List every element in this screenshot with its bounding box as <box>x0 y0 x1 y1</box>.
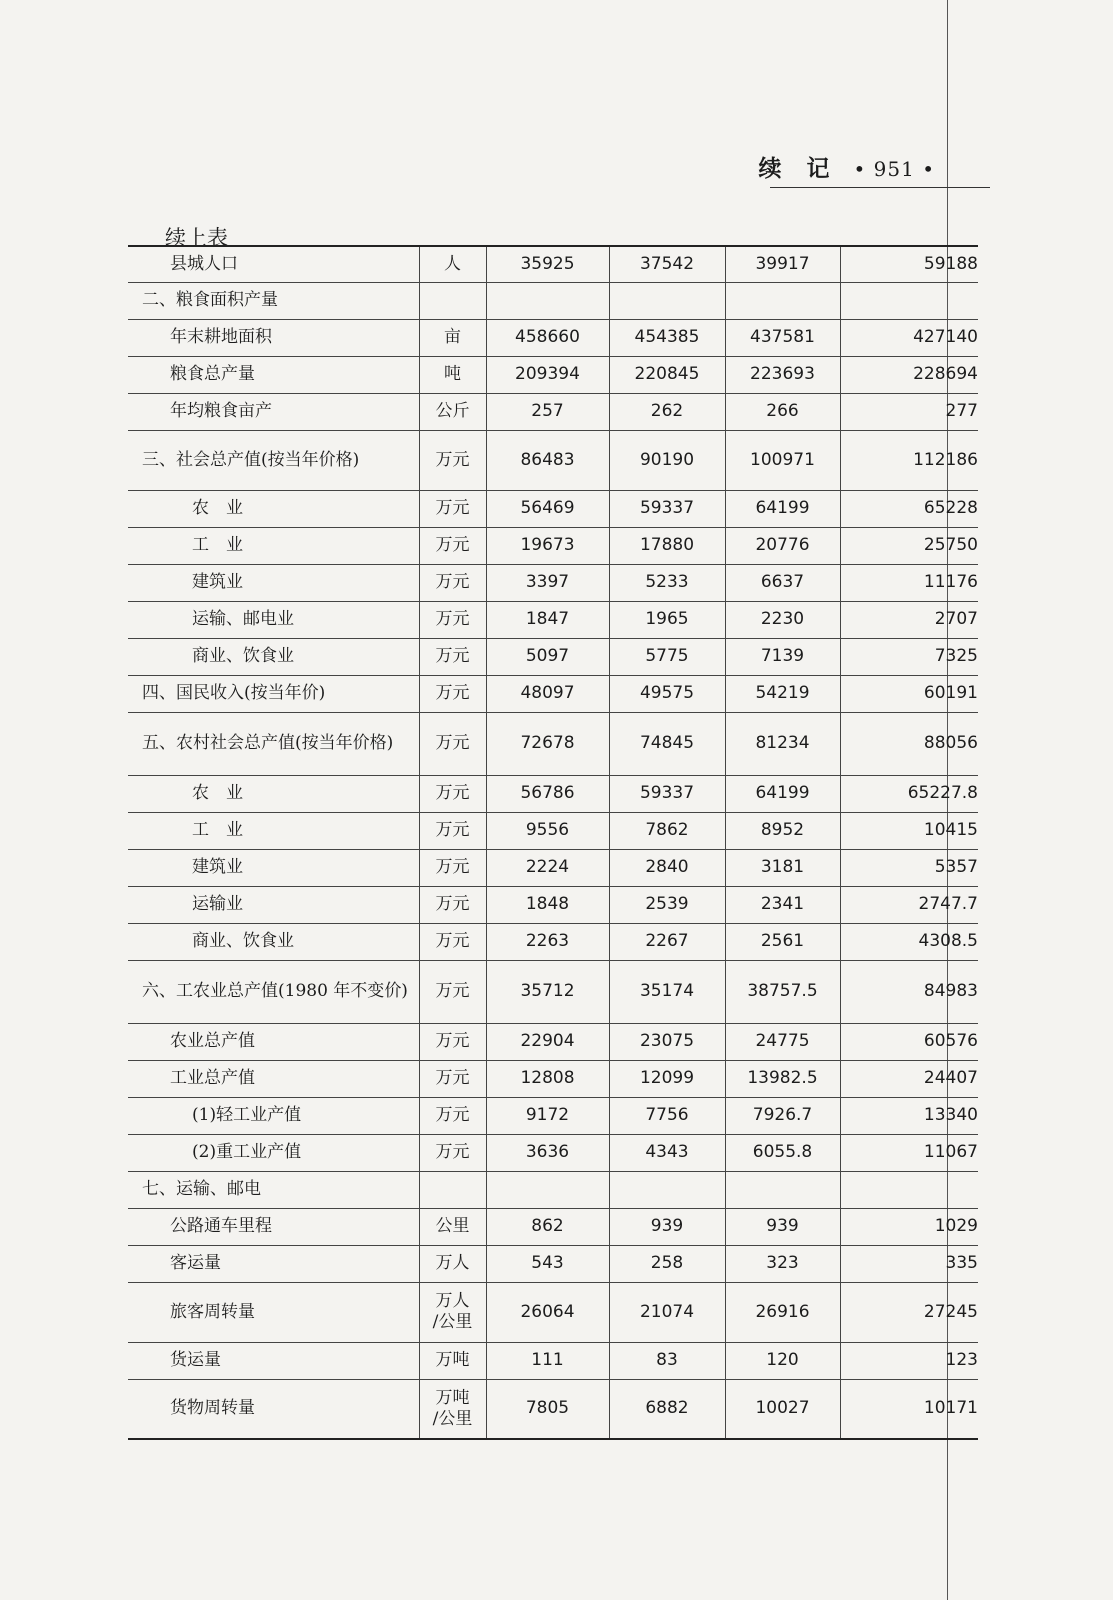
value-cell: 6882 <box>609 1379 725 1439</box>
value-cell: 83 <box>609 1342 725 1379</box>
value-cell <box>840 282 978 319</box>
unit-text: 万元 <box>435 1031 470 1051</box>
value-cell: 10027 <box>725 1379 840 1439</box>
value-cell: 323 <box>725 1245 840 1282</box>
table-body <box>128 246 978 1439</box>
value-cell: 2840 <box>609 849 725 886</box>
value-cell: 454385 <box>609 319 725 356</box>
value-cell <box>725 282 840 319</box>
value-cell: 6637 <box>725 564 840 601</box>
unit-cell <box>419 246 486 282</box>
unit-text: 万元 <box>435 609 470 629</box>
unit-cell <box>419 1060 486 1097</box>
section-title: 续 记 <box>758 155 831 182</box>
table-row <box>128 393 978 430</box>
value-cell: 5357 <box>840 849 978 886</box>
unit-cell <box>419 1171 486 1208</box>
row-label-text: 工 业 <box>192 535 243 555</box>
value-cell: 88056 <box>840 712 978 775</box>
unit-text: 人 <box>444 253 461 274</box>
value-cell: 59337 <box>609 490 725 527</box>
table-row <box>128 923 978 960</box>
row-label-continuation: 格) <box>369 733 394 753</box>
row-label <box>128 1134 419 1171</box>
value-cell: 74845 <box>609 712 725 775</box>
unit-cell <box>419 775 486 812</box>
table-row <box>128 1097 978 1134</box>
row-label-text: 工业总产值 <box>170 1068 255 1088</box>
table-row <box>128 812 978 849</box>
page-number: • 951 • <box>853 157 935 181</box>
unit-text: 亩 <box>444 327 461 347</box>
row-label-text: 商业、饮食业 <box>192 931 294 951</box>
unit-cell <box>419 1379 486 1439</box>
unit-text-continuation: /公里 <box>432 1312 473 1332</box>
row-label <box>128 1097 419 1134</box>
row-label <box>128 812 419 849</box>
value-cell: 277 <box>840 393 978 430</box>
value-cell: 862 <box>486 1208 609 1245</box>
table-row <box>128 960 978 1023</box>
unit-text: 万元 <box>435 683 470 703</box>
value-cell <box>486 282 609 319</box>
value-cell: 38757.5 <box>725 960 840 1023</box>
row-label <box>128 601 419 638</box>
value-cell: 2230 <box>725 601 840 638</box>
row-label <box>128 564 419 601</box>
value-cell: 90190 <box>609 430 725 490</box>
unit-cell <box>419 564 486 601</box>
value-cell <box>609 1171 725 1208</box>
value-cell: 48097 <box>486 675 609 712</box>
value-cell <box>609 282 725 319</box>
value-cell: 22904 <box>486 1023 609 1060</box>
table-row <box>128 886 978 923</box>
value-cell: 39917 <box>725 246 840 282</box>
value-cell: 3397 <box>486 564 609 601</box>
unit-text: 万元 <box>435 498 470 518</box>
value-cell: 65227.8 <box>840 775 978 812</box>
row-label-text: 货运量 <box>170 1350 221 1370</box>
row-label <box>128 712 419 775</box>
table-row <box>128 1023 978 1060</box>
unit-cell <box>419 1208 486 1245</box>
row-label <box>128 282 419 319</box>
row-label-text: 农 业 <box>192 498 243 518</box>
value-cell: 20776 <box>725 527 840 564</box>
value-cell: 458660 <box>486 319 609 356</box>
value-cell: 262 <box>609 393 725 430</box>
value-cell: 223693 <box>725 356 840 393</box>
table-row <box>128 712 978 775</box>
row-label-text: 县城人口 <box>170 253 238 274</box>
value-cell: 54219 <box>725 675 840 712</box>
value-cell: 437581 <box>725 319 840 356</box>
table-row <box>128 675 978 712</box>
table-row <box>128 430 978 490</box>
header-rule <box>770 187 990 188</box>
value-cell: 939 <box>725 1208 840 1245</box>
row-label-text: (1)轻工业产值 <box>192 1105 302 1125</box>
value-cell: 59337 <box>609 775 725 812</box>
row-label-text: 三、社会总产值(按当年价格) <box>142 449 360 470</box>
unit-text: 万人 <box>435 1253 470 1273</box>
value-cell: 64199 <box>725 775 840 812</box>
row-label <box>128 430 419 490</box>
unit-cell <box>419 886 486 923</box>
unit-text: 公斤 <box>435 401 470 421</box>
value-cell: 7926.7 <box>725 1097 840 1134</box>
value-cell: 9556 <box>486 812 609 849</box>
unit-text: 万元 <box>435 1105 470 1125</box>
value-cell: 5097 <box>486 638 609 675</box>
unit-cell <box>419 923 486 960</box>
value-cell: 72678 <box>486 712 609 775</box>
running-header <box>759 150 936 183</box>
row-label-text: 四、国民收入(按当年价) <box>142 683 326 703</box>
value-cell: 25750 <box>840 527 978 564</box>
unit-text: 万元 <box>435 572 470 592</box>
row-label <box>128 960 419 1023</box>
unit-text: 万吨 <box>435 1387 470 1408</box>
value-cell: 112186 <box>840 430 978 490</box>
value-cell: 13340 <box>840 1097 978 1134</box>
value-cell: 335 <box>840 1245 978 1282</box>
value-cell: 111 <box>486 1342 609 1379</box>
value-cell: 6055.8 <box>725 1134 840 1171</box>
row-label-text: 二、粮食面积产量 <box>142 290 278 310</box>
value-cell: 1965 <box>609 601 725 638</box>
value-cell: 7756 <box>609 1097 725 1134</box>
row-label-text: 商业、饮食业 <box>192 646 294 666</box>
value-cell: 2747.7 <box>840 886 978 923</box>
value-cell: 64199 <box>725 490 840 527</box>
table-row <box>128 1379 978 1439</box>
table-row <box>128 775 978 812</box>
value-cell: 209394 <box>486 356 609 393</box>
row-label <box>128 356 419 393</box>
value-cell: 220845 <box>609 356 725 393</box>
unit-cell <box>419 601 486 638</box>
row-label <box>128 527 419 564</box>
value-cell: 17880 <box>609 527 725 564</box>
value-cell: 4343 <box>609 1134 725 1171</box>
unit-cell <box>419 393 486 430</box>
unit-cell <box>419 356 486 393</box>
unit-text: 万元 <box>435 931 470 951</box>
unit-text: 万吨 <box>435 1350 470 1370</box>
value-cell: 7325 <box>840 638 978 675</box>
unit-cell <box>419 849 486 886</box>
row-label-text: 农业总产值 <box>170 1031 255 1051</box>
row-label-text: 货物周转量 <box>170 1398 255 1419</box>
unit-text: 万元 <box>435 981 470 1001</box>
unit-text: 万元 <box>435 646 470 666</box>
unit-cell <box>419 490 486 527</box>
row-label-text: 年末耕地面积 <box>170 327 272 347</box>
row-label-text: 建筑业 <box>192 857 243 877</box>
row-label <box>128 1023 419 1060</box>
row-label-text: 农 业 <box>192 783 243 803</box>
row-label <box>128 1245 419 1282</box>
unit-text: 万元 <box>435 733 470 753</box>
row-label <box>128 246 419 282</box>
table-continued-caption: 续上表 <box>165 226 228 250</box>
table-row <box>128 564 978 601</box>
row-label <box>128 1060 419 1097</box>
value-cell: 120 <box>725 1342 840 1379</box>
value-cell: 26064 <box>486 1282 609 1342</box>
value-cell: 21074 <box>609 1282 725 1342</box>
unit-text: 万元 <box>435 1142 470 1162</box>
unit-cell <box>419 1097 486 1134</box>
unit-cell <box>419 319 486 356</box>
value-cell: 10415 <box>840 812 978 849</box>
value-cell: 2707 <box>840 601 978 638</box>
unit-cell <box>419 960 486 1023</box>
row-label <box>128 393 419 430</box>
row-label <box>128 923 419 960</box>
value-cell: 123 <box>840 1342 978 1379</box>
table-row <box>128 527 978 564</box>
statistics-table <box>128 245 978 1440</box>
table-row <box>128 282 978 319</box>
row-label-text: 七、运输、邮电 <box>142 1179 261 1199</box>
value-cell <box>486 1171 609 1208</box>
unit-cell <box>419 638 486 675</box>
unit-cell <box>419 675 486 712</box>
value-cell: 35174 <box>609 960 725 1023</box>
row-label-text: 公路通车里程 <box>170 1216 272 1236</box>
unit-cell <box>419 712 486 775</box>
value-cell: 2341 <box>725 886 840 923</box>
unit-text: 万人 <box>435 1291 470 1311</box>
row-label <box>128 638 419 675</box>
unit-cell <box>419 1134 486 1171</box>
row-label-text: 粮食总产量 <box>170 364 255 384</box>
row-label <box>128 849 419 886</box>
value-cell: 2539 <box>609 886 725 923</box>
unit-text: 万元 <box>435 820 470 840</box>
unit-cell <box>419 1282 486 1342</box>
row-label <box>128 1342 419 1379</box>
value-cell: 27245 <box>840 1282 978 1342</box>
value-cell: 56786 <box>486 775 609 812</box>
table-row <box>128 849 978 886</box>
value-cell: 49575 <box>609 675 725 712</box>
value-cell: 2224 <box>486 849 609 886</box>
table-row <box>128 319 978 356</box>
value-cell: 65228 <box>840 490 978 527</box>
unit-text: 万元 <box>435 894 470 914</box>
value-cell: 8952 <box>725 812 840 849</box>
value-cell: 24775 <box>725 1023 840 1060</box>
value-cell <box>840 1171 978 1208</box>
value-cell: 939 <box>609 1208 725 1245</box>
table-row <box>128 1208 978 1245</box>
value-cell: 24407 <box>840 1060 978 1097</box>
value-cell: 12808 <box>486 1060 609 1097</box>
value-cell: 258 <box>609 1245 725 1282</box>
row-label <box>128 1379 419 1439</box>
table-row <box>128 1171 978 1208</box>
value-cell: 7139 <box>725 638 840 675</box>
unit-text-continuation: /公里 <box>432 1408 473 1429</box>
value-cell: 12099 <box>609 1060 725 1097</box>
value-cell: 257 <box>486 393 609 430</box>
row-label <box>128 1171 419 1208</box>
value-cell: 7862 <box>609 812 725 849</box>
value-cell: 1029 <box>840 1208 978 1245</box>
value-cell: 13982.5 <box>725 1060 840 1097</box>
row-label-text: 运输、邮电业 <box>192 609 294 629</box>
value-cell: 543 <box>486 1245 609 1282</box>
row-label-text: (2)重工业产值 <box>192 1142 302 1162</box>
unit-text: 吨 <box>444 364 461 384</box>
value-cell: 11067 <box>840 1134 978 1171</box>
row-label-text: 五、农村社会总产值(按当年价 <box>142 733 370 753</box>
unit-cell <box>419 1023 486 1060</box>
unit-text: 公里 <box>435 1216 470 1236</box>
value-cell: 100971 <box>725 430 840 490</box>
table-row <box>128 246 978 282</box>
row-label-text: 旅客周转量 <box>170 1301 255 1322</box>
table-row <box>128 601 978 638</box>
value-cell: 5775 <box>609 638 725 675</box>
value-cell: 81234 <box>725 712 840 775</box>
unit-text: 万元 <box>435 449 470 470</box>
value-cell: 26916 <box>725 1282 840 1342</box>
value-cell: 56469 <box>486 490 609 527</box>
unit-cell <box>419 527 486 564</box>
row-label-text: 建筑业 <box>192 572 243 592</box>
table-row <box>128 1282 978 1342</box>
unit-text: 万元 <box>435 1068 470 1088</box>
value-cell: 1847 <box>486 601 609 638</box>
value-cell: 60576 <box>840 1023 978 1060</box>
value-cell: 4308.5 <box>840 923 978 960</box>
row-label-text: 工 业 <box>192 820 243 840</box>
value-cell: 427140 <box>840 319 978 356</box>
table-row <box>128 1342 978 1379</box>
row-label <box>128 1208 419 1245</box>
row-label <box>128 490 419 527</box>
table-row <box>128 490 978 527</box>
unit-cell <box>419 1342 486 1379</box>
row-label-text: 运输业 <box>192 894 243 914</box>
value-cell: 2263 <box>486 923 609 960</box>
value-cell: 11176 <box>840 564 978 601</box>
value-cell: 35925 <box>486 246 609 282</box>
value-cell: 86483 <box>486 430 609 490</box>
unit-text: 万元 <box>435 783 470 803</box>
value-cell: 10171 <box>840 1379 978 1439</box>
value-cell: 266 <box>725 393 840 430</box>
row-label <box>128 775 419 812</box>
value-cell: 84983 <box>840 960 978 1023</box>
table-row <box>128 356 978 393</box>
unit-cell <box>419 812 486 849</box>
value-cell <box>725 1171 840 1208</box>
value-cell: 60191 <box>840 675 978 712</box>
value-cell: 3636 <box>486 1134 609 1171</box>
unit-cell <box>419 430 486 490</box>
value-cell: 1848 <box>486 886 609 923</box>
row-label <box>128 1282 419 1342</box>
value-cell: 2267 <box>609 923 725 960</box>
unit-text: 万元 <box>435 535 470 555</box>
row-label <box>128 319 419 356</box>
table-row <box>128 638 978 675</box>
unit-cell <box>419 1245 486 1282</box>
value-cell: 23075 <box>609 1023 725 1060</box>
row-label-text: 年均粮食亩产 <box>170 401 272 421</box>
value-cell: 35712 <box>486 960 609 1023</box>
row-label-continuation: 价) <box>384 981 408 1001</box>
value-cell: 3181 <box>725 849 840 886</box>
value-cell: 228694 <box>840 356 978 393</box>
value-cell: 9172 <box>486 1097 609 1134</box>
value-cell: 5233 <box>609 564 725 601</box>
table-row <box>128 1245 978 1282</box>
table-row <box>128 1060 978 1097</box>
unit-text: 万元 <box>435 857 470 877</box>
value-cell: 7805 <box>486 1379 609 1439</box>
unit-cell <box>419 282 486 319</box>
row-label <box>128 886 419 923</box>
value-cell: 37542 <box>609 246 725 282</box>
row-label-text: 客运量 <box>170 1253 221 1273</box>
value-cell: 59188 <box>840 246 978 282</box>
value-cell: 2561 <box>725 923 840 960</box>
row-label-text: 六、工农业总产值(1980 年不变 <box>142 981 385 1001</box>
value-cell: 19673 <box>486 527 609 564</box>
row-label <box>128 675 419 712</box>
table-row <box>128 1134 978 1171</box>
